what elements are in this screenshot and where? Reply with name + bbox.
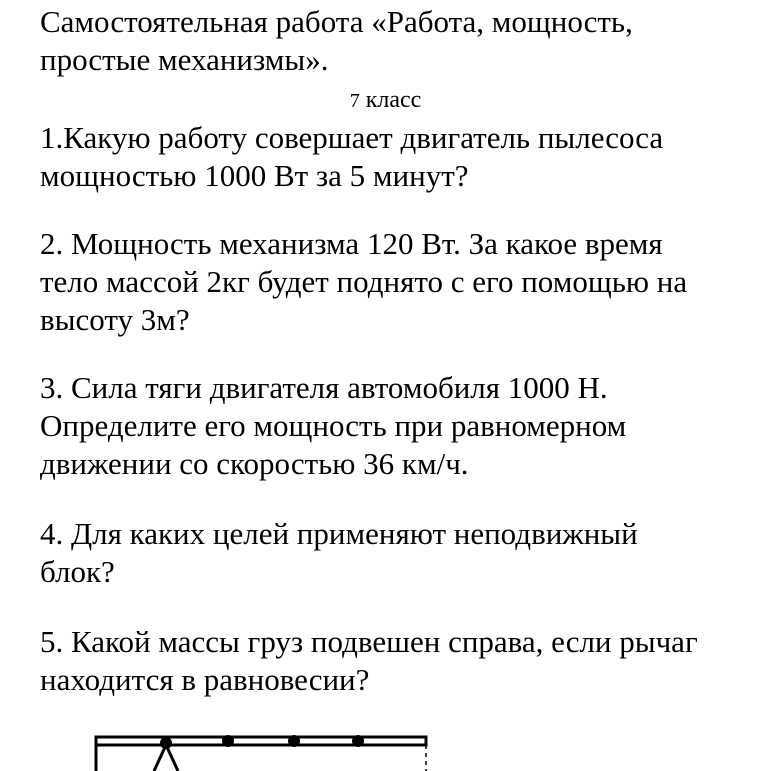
task-5-line-2: находится в равновесии? bbox=[40, 662, 370, 697]
grade-label bbox=[0, 86, 771, 115]
task-2-line-1: 2. Мощность механизма 120 Вт. За какое время bbox=[40, 226, 663, 261]
task-2-line-3: высоту 3м? bbox=[40, 302, 190, 337]
lever-diagram bbox=[0, 720, 771, 771]
task-5-line-1: 5. Какой массы груз подвешен справа, если рычаг bbox=[40, 624, 698, 659]
lever-mark-3 bbox=[352, 735, 364, 747]
grade-number: 7 bbox=[349, 90, 360, 112]
worksheet-title-line-1: Самостоятельная работа «Работа, мощность, bbox=[40, 4, 633, 39]
grade-word: класс bbox=[365, 87, 422, 113]
worksheet-title-line-2: простые механизмы». bbox=[40, 42, 329, 77]
lever-mark-1 bbox=[222, 735, 234, 747]
lever-beam bbox=[96, 737, 426, 745]
task-3-line-1: 3. Сила тяги двигателя автомобиля 1000 Н. bbox=[40, 370, 608, 405]
task-1-line-2: мощностью 1000 Вт за 5 минут? bbox=[40, 158, 469, 193]
task-3-line-3: движении со скоростью 36 км/ч. bbox=[40, 446, 469, 481]
task-1-line-1: 1.Какую работу совершает двигатель пылесоса bbox=[40, 120, 664, 155]
task-3-line-2: Определите его мощность при равномерном bbox=[40, 408, 627, 443]
task-4-line-1: 4. Для каких целей применяют неподвижный bbox=[40, 516, 638, 551]
task-4-line-2: блок? bbox=[40, 554, 115, 589]
lever-mark-2 bbox=[288, 735, 300, 747]
task-2-line-2: тело массой 2кг будет поднято с его помощью на bbox=[40, 264, 688, 299]
